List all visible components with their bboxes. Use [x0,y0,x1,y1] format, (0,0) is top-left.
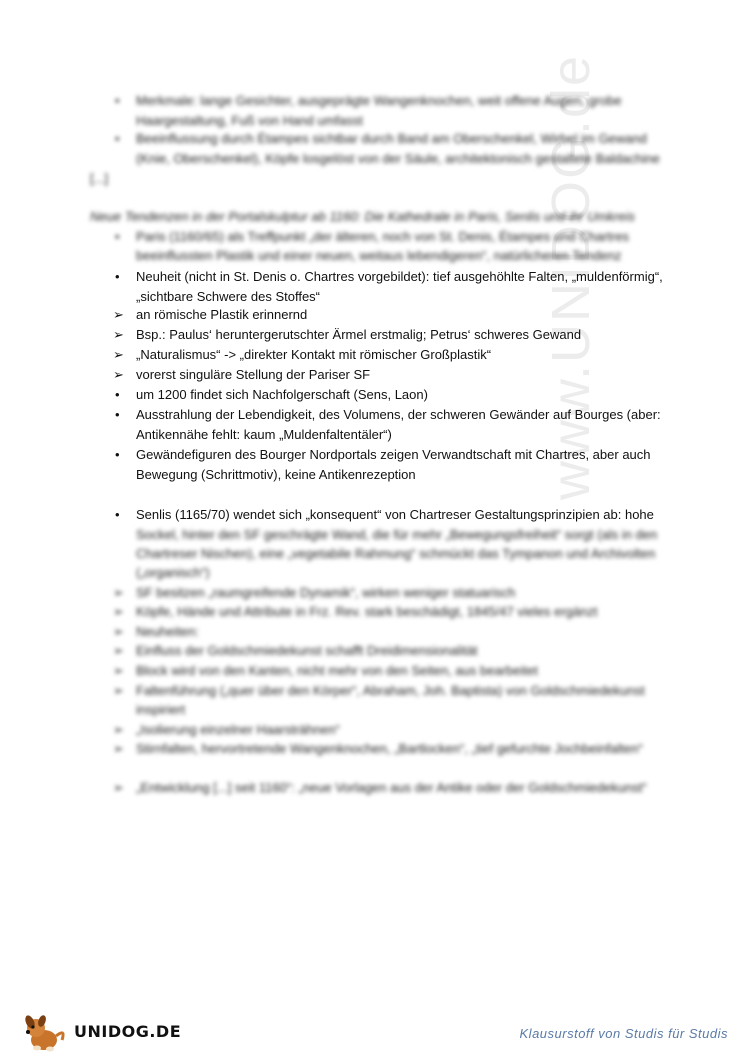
text-line: Köpfe, Hände und Attribute in Frz. Rev. stark beschädigt, 1845/47 vieles ergänzt [136,604,598,619]
list-item: „Naturalismus“ -> „direkter Kontakt mit römischer Großplastik“ [136,347,492,362]
text-line: Einfluss der Goldschmiedekunst schafft Dreidimensionalität [136,643,478,658]
arrow-bullet-icon: ➢ [113,741,124,756]
arrow-bullet-icon: ➢ [113,683,124,698]
list-item: Senlis (1165/70) wendet sich „konsequent“ von Chartreser Gestaltungsprinzipien ab: hohe [136,507,654,522]
bullet-icon: • [115,387,120,402]
text-line: Chartreser Nischen), eine „vegetabile Rahmung“ schmückt das Tympanon und Archivolten [136,546,656,561]
arrow-bullet-icon: ➢ [113,367,124,382]
text-line: Merkmale: lange Gesichter, ausgeprägte Wangenknochen, weit offene Augen, grobe [136,93,622,108]
list-item: Bewegung (Schrittmotiv), keine Antikenrezeption [136,467,416,482]
list-item: vorerst singuläre Stellung der Pariser SF [136,367,371,382]
section-heading: Neue Tendenzen in der Portalskulptur ab 1160: Die Kathedrale in Paris, Senlis und ihr Umkreis [90,209,635,224]
arrow-bullet-icon: ➢ [113,643,124,658]
text-line: Haargestaltung, Fuß von Hand umfasst [136,113,363,128]
text-line: (Knie, Oberschenkel), Köpfe losgelöst von der Säule, architektonisch gestaltete Baldachine [136,151,660,166]
text-line: („organisch“) [136,565,210,580]
text-line: Neuheiten: [136,624,199,639]
arrow-bullet-icon: ➢ [113,663,124,678]
text-line: Paris (1160/65) als Treffpunkt „der älteren, noch von St. Denis, Étampes und Chartres [136,229,630,244]
bullet-icon: • [115,507,120,522]
watermark: www.UNIDOG.de [541,53,601,500]
bullet-icon: • [115,93,120,108]
bullet-icon: • [115,269,120,284]
text-line: Faltenführung („quer über den Körper“, Abraham, Joh. Baptista) von Goldschmiedekunst [136,683,645,698]
text-line: inspiriert [136,702,186,717]
arrow-bullet-icon: ➢ [113,307,124,322]
arrow-bullet-icon: ➢ [113,604,124,619]
bullet-icon: • [115,447,120,462]
logo-text: UNIDOG.DE [74,1022,182,1041]
text-line: Block wird von den Kanten, nicht mehr von den Seiten, aus bearbeitet [136,663,538,678]
bullet-icon: • [115,131,120,146]
text-line: Beeinflussung durch Étampes sichtbar durch Band am Oberschenkel, Wirbel im Gewand [136,131,647,146]
text-line: Stirnfalten, hervortretende Wangenknochen, „Bartlocken“, „tief gefurchte Jochbeinfalten“ [136,741,643,756]
text-line: beeinflussten Plastik und einer neuen, weitaus lebendigeren“, natürlicheren Tendenz [136,248,622,263]
arrow-bullet-icon: ➢ [113,780,124,795]
arrow-bullet-icon: ➢ [113,347,124,362]
arrow-bullet-icon: ➢ [113,585,124,600]
bullet-icon: • [115,229,120,244]
footer-tagline: Klausurstoff von Studis für Studis [519,1026,728,1041]
list-item: um 1200 findet sich Nachfolgerschaft (Sens, Laon) [136,387,428,402]
list-item: Neuheit (nicht in St. Denis o. Chartres vorgebildet): tief ausgehöhlte Falten, „muldenförmig“, [136,269,663,284]
arrow-bullet-icon: ➢ [113,722,124,737]
list-item: „sichtbare Schwere des Stoffes“ [136,289,321,304]
list-item: an römische Plastik erinnernd [136,307,308,322]
unidog-logo[interactable] [22,1014,182,1054]
text-line: „Isolierung einzelner Haarsträhnen“ [136,722,340,737]
list-item: Antikennähe fehlt: kaum „Muldenfaltentäler“) [136,427,392,442]
bullet-icon: • [115,407,120,422]
list-item: Ausstrahlung der Lebendigkeit, des Volumens, der schweren Gewänder auf Bourges (aber: [136,407,661,422]
arrow-bullet-icon: ➢ [113,327,124,342]
text-line: [...] [90,171,109,186]
list-item: Bsp.: Paulus‘ heruntergerutschter Ärmel erstmalig; Petrus‘ schweres Gewand [136,327,582,342]
text-line: SF besitzen „raumgreifende Dynamik“, wirken weniger statuarisch [136,585,516,600]
text-line: Sockel, hinter den SF geschrägte Wand, die für mehr „Bewegungsfreiheit“ sorgt (als in den [136,527,658,542]
list-item: Gewändefiguren des Bourger Nordportals zeigen Verwandtschaft mit Chartres, aber auch [136,447,651,462]
dog-mascot-icon [22,1014,70,1054]
text-line: „Entwicklung [...] seit 1160“: „neue Vorlagen aus der Antike oder der Goldschmiedekunst“ [136,780,647,795]
arrow-bullet-icon: ➢ [113,624,124,639]
